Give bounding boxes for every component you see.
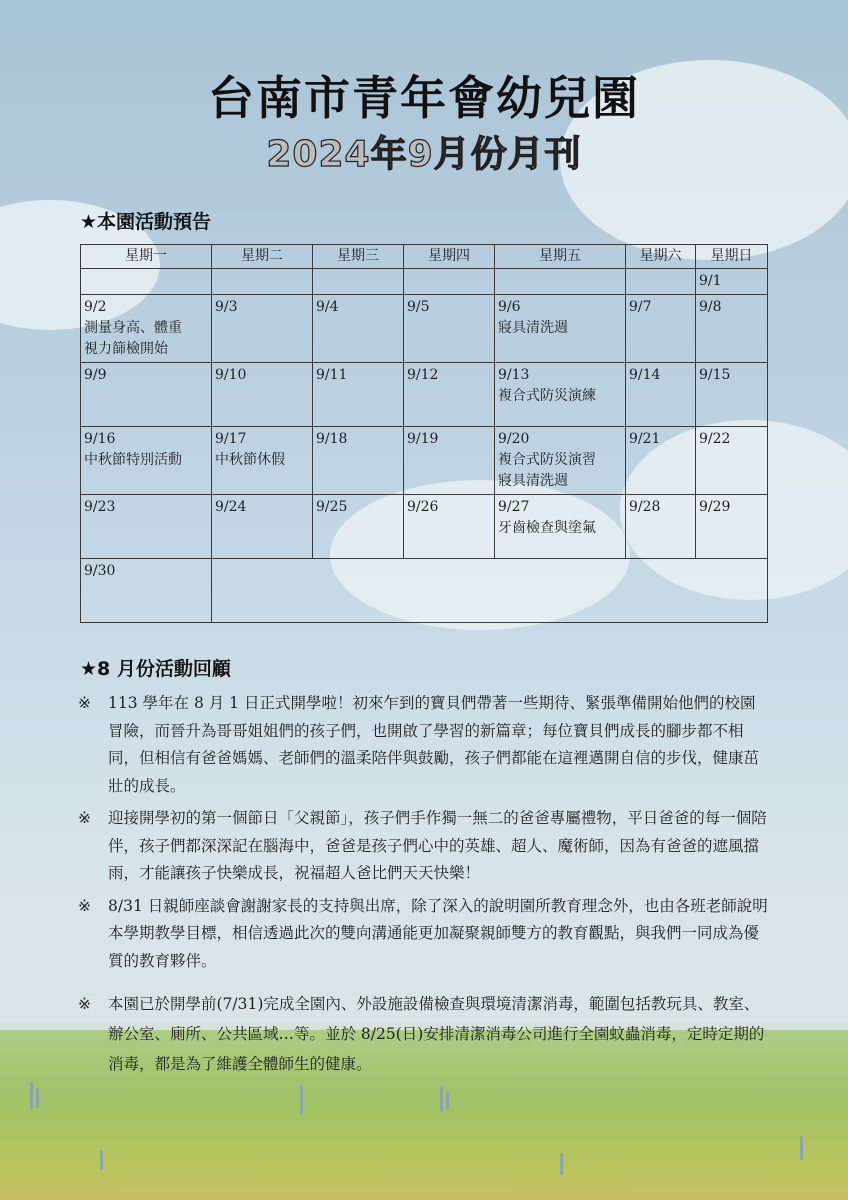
review-list <box>78 690 768 1079</box>
date-label: 9/5 <box>407 299 430 315</box>
calendar-week-row <box>81 427 768 495</box>
grass-tuft <box>30 1082 33 1110</box>
weekday-wed: 星期三 <box>313 245 404 269</box>
calendar-cell <box>696 295 768 363</box>
calendar-cell <box>81 495 212 559</box>
date-label: 9/20 <box>498 431 530 447</box>
date-label: 9/22 <box>699 431 731 447</box>
calendar-cell <box>696 363 768 427</box>
date-label: 9/27 <box>498 499 530 515</box>
date-label: 9/10 <box>215 367 247 383</box>
date-label: 9/2 <box>84 299 107 315</box>
date-label: 9/23 <box>84 499 116 515</box>
calendar-cell <box>212 559 768 623</box>
grass-tuft <box>100 1150 103 1170</box>
calendar-cell <box>313 269 404 295</box>
calendar-cell <box>81 363 212 427</box>
grass-tuft <box>440 1086 443 1112</box>
calendar-week-row <box>81 269 768 295</box>
calendar-cell <box>495 495 626 559</box>
date-label: 9/6 <box>498 299 521 315</box>
event-label: 視力篩檢開始 <box>84 341 168 357</box>
issue-title: 2024年9月份月刊 <box>266 134 582 175</box>
event-label: 測量身高、體重 <box>84 320 182 336</box>
weekday-sun: 星期日 <box>696 245 768 269</box>
date-label: 9/19 <box>407 431 439 447</box>
review-item <box>78 893 768 976</box>
review-text: 迎接開學初的第一個節日「父親節」，孩子們手作獨一無二的爸爸專屬禮物，平日爸爸的每一個陪伴，孩子們都深深記在腦海中，爸爸是孩子們心中的英雄、超人、魔術師，因為有爸爸的遮風擋雨，才能讓孩子快樂成長，祝福超人爸比們天天快樂！ <box>108 809 767 882</box>
event-label: 寢具清洗週 <box>498 473 568 489</box>
weekday-fri: 星期五 <box>495 245 626 269</box>
activity-calendar <box>80 244 768 623</box>
calendar-cell <box>212 363 313 427</box>
weekday-thu: 星期四 <box>404 245 495 269</box>
calendar-header-row <box>81 245 768 269</box>
calendar-cell <box>404 269 495 295</box>
date-label: 9/15 <box>699 367 731 383</box>
review-text: 本園已於開學前(7/31)完成全園內、外設施設備檢查與環境清潔消毒，範圍包括教玩具、教室、辦公室、廁所、公共區域…等。並於 8/25(日)安排清潔消毒公司進行全園蚊蟲消毒，定時定期的消毒，都是為了維護全體師生的健康。 <box>108 995 765 1073</box>
calendar-cell <box>626 427 696 495</box>
date-label: 9/16 <box>84 431 116 447</box>
calendar-cell <box>696 495 768 559</box>
date-label: 9/17 <box>215 431 247 447</box>
calendar-cell <box>404 495 495 559</box>
calendar-cell <box>626 295 696 363</box>
grass-tuft <box>300 1085 303 1115</box>
calendar-cell <box>626 363 696 427</box>
date-label: 9/28 <box>629 499 661 515</box>
calendar-cell <box>313 427 404 495</box>
event-label: 中秋節特別活動 <box>84 452 182 468</box>
date-label: 9/9 <box>84 367 107 383</box>
calendar-cell <box>313 295 404 363</box>
calendar-cell <box>696 427 768 495</box>
calendar-cell <box>495 295 626 363</box>
event-label: 複合式防災演練 <box>498 388 596 404</box>
date-label: 9/12 <box>407 367 439 383</box>
date-label: 9/24 <box>215 499 247 515</box>
grass-tuft <box>446 1092 449 1110</box>
weekday-sat: 星期六 <box>626 245 696 269</box>
calendar-cell <box>696 269 768 295</box>
date-label: 9/29 <box>699 499 731 515</box>
event-label: 寢具清洗週 <box>498 320 568 336</box>
date-label: 9/14 <box>629 367 661 383</box>
grass-tuft <box>36 1088 39 1108</box>
calendar-cell <box>404 427 495 495</box>
review-text: 8/31 日親師座談會謝謝家長的支持與出席，除了深入的說明園所教育理念外，也由各班老師說明本學期教學目標，相信透過此次的雙向溝通能更加凝聚親師雙方的教育觀點，與我們一同成為優質的教育夥伴。 <box>108 896 768 970</box>
calendar-heading: ★本園活動預告 <box>80 211 212 233</box>
event-label: 中秋節休假 <box>215 452 285 468</box>
calendar-cell <box>404 295 495 363</box>
calendar-cell <box>404 363 495 427</box>
calendar-week-row <box>81 559 768 623</box>
date-label: 9/18 <box>316 431 348 447</box>
date-label: 9/1 <box>699 273 722 289</box>
weekday-mon: 星期一 <box>81 245 212 269</box>
date-label: 9/3 <box>215 299 238 315</box>
calendar-week-row <box>81 495 768 559</box>
date-label: 9/7 <box>629 299 652 315</box>
calendar-cell <box>212 427 313 495</box>
calendar-cell <box>313 363 404 427</box>
event-label: 牙齒檢查與塗氟 <box>498 520 596 536</box>
review-heading: ★8 月份活動回顧 <box>80 658 231 680</box>
date-label: 9/8 <box>699 299 722 315</box>
grass-tuft <box>560 1153 563 1175</box>
calendar-cell <box>313 495 404 559</box>
calendar-week-row <box>81 295 768 363</box>
calendar-cell <box>626 495 696 559</box>
date-label: 9/26 <box>407 499 439 515</box>
weekday-tue: 星期二 <box>212 245 313 269</box>
grass-tuft <box>800 1136 803 1160</box>
calendar-cell <box>626 269 696 295</box>
calendar-cell <box>495 269 626 295</box>
calendar-cell <box>81 559 212 623</box>
reference-mark: ※ <box>78 809 91 827</box>
calendar-cell <box>81 427 212 495</box>
calendar-cell <box>212 269 313 295</box>
date-label: 9/4 <box>316 299 339 315</box>
calendar-cell <box>212 495 313 559</box>
date-label: 9/11 <box>316 367 348 383</box>
calendar-cell <box>495 363 626 427</box>
review-item <box>78 805 768 888</box>
review-text: 113 學年在 8 月 1 日正式開學啦！初來乍到的寶貝們帶著一些期待、緊張準備開始他們的校園冒險，而晉升為哥哥姐姐們的孩子們，也開啟了學習的新篇章；每位寶貝們成長的腳步都不相同，但相信有爸爸媽媽、老師們的溫柔陪伴與鼓勵，孩子們都能在這裡邁開自信的步伐，健康茁壯的成長。 <box>108 694 760 795</box>
calendar-cell <box>212 295 313 363</box>
date-label: 9/25 <box>316 499 348 515</box>
reference-mark: ※ <box>78 896 91 915</box>
event-label: 複合式防災演習 <box>498 452 596 468</box>
date-label: 9/30 <box>84 563 116 579</box>
calendar-week-row <box>81 363 768 427</box>
review-item <box>78 690 768 800</box>
reference-mark: ※ <box>78 995 91 1013</box>
calendar-cell <box>495 427 626 495</box>
calendar-cell <box>81 269 212 295</box>
reference-mark: ※ <box>78 694 91 712</box>
review-item <box>78 989 768 1079</box>
date-label: 9/13 <box>498 367 530 383</box>
calendar-cell <box>81 295 212 363</box>
school-name: 台南市青年會幼兒園 <box>208 71 640 125</box>
date-label: 9/21 <box>629 431 661 447</box>
